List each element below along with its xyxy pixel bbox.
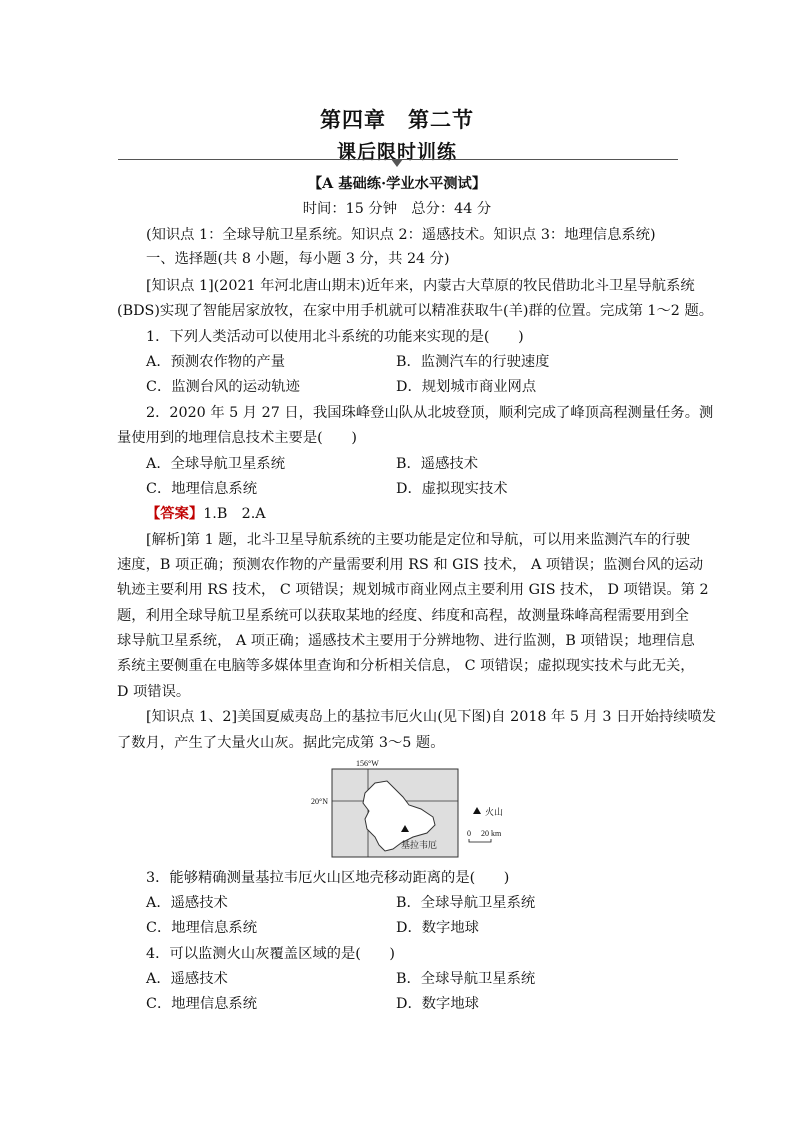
material-1-line-2: (BDS)实现了智能居家放牧，在家中用手机就可以精准获取牛(羊)群的位置。完成第 1～2 题。 bbox=[117, 303, 714, 319]
q1-option-b: B．监测汽车的行驶速度 bbox=[396, 354, 550, 370]
analysis-line-2: 速度，B 项正确；预测农作物的产量需要利用 RS 和 GIS 技术， A 项错误；监测台风的运动 bbox=[117, 557, 704, 573]
scale-bar bbox=[469, 839, 491, 842]
q4-option-d: D．数字地球 bbox=[396, 996, 479, 1012]
q2-option-d: D．虚拟现实技术 bbox=[396, 481, 508, 497]
kilauea-map bbox=[305, 757, 535, 859]
q4-option-c: C．地理信息系统 bbox=[146, 996, 258, 1012]
analysis-line-3: 轨迹主要利用 RS 技术， C 项错误；规划城市商业网点主要利用 GIS 技术， D 项错误。第 2 bbox=[117, 582, 709, 598]
latitude-label: 20°N bbox=[311, 797, 328, 806]
question-2-stem-line-1: 2．2020 年 5 月 27 日，我国珠峰登山队从北坡登顶，顺利完成了峰顶高程测量任务。测 bbox=[146, 405, 714, 421]
analysis-line-7: D 项错误。 bbox=[117, 684, 191, 700]
analysis-line-6: 系统主要侧重在电脑等多媒体里查询和分析相关信息， C 项错误；虚拟现实技术与此无关， bbox=[117, 658, 695, 674]
scale-zero-label: 0 bbox=[467, 829, 471, 838]
section-label: 【A 基础练·学业水平测试】 bbox=[307, 176, 487, 192]
chapter-title: 第四章 第二节 bbox=[320, 107, 474, 132]
material-2-line-1: [知识点 1、2]美国夏威夷岛上的基拉韦厄火山(见下图)自 2018 年 5 月 3 日开始持续喷发 bbox=[146, 709, 717, 725]
q3-option-a: A．遥感技术 bbox=[146, 895, 228, 911]
volcano-name-label: 基拉韦厄 bbox=[401, 841, 438, 851]
question-4-stem: 4．可以监测火山灰覆盖区域的是( ) bbox=[146, 946, 395, 962]
q3-option-c: C．地理信息系统 bbox=[146, 920, 258, 936]
material-1-line-1: [知识点 1](2021 年河北唐山期末)近年来，内蒙古大草原的牧民借助北斗卫星导航系统 bbox=[146, 278, 695, 294]
q2-option-a: A．全球导航卫星系统 bbox=[146, 456, 285, 472]
q1-option-d: D．规划城市商业网点 bbox=[396, 379, 537, 395]
scale-distance-label: 20 km bbox=[481, 829, 502, 838]
material-2-line-2: 了数月，产生了大量火山灰。据此完成第 3～5 题。 bbox=[117, 735, 445, 751]
divider-triangle-icon bbox=[391, 159, 403, 167]
analysis-line-5: 球导航卫星系统， A 项正确；遥感技术主要用于分辨地物、进行监测，B 项错误；地理信息 bbox=[117, 633, 695, 649]
q4-option-b: B．全球导航卫星系统 bbox=[396, 971, 536, 987]
knowledge-points: (知识点 1：全球导航卫星系统。知识点 2：遥感技术。知识点 3：地理信息系统) bbox=[146, 227, 656, 243]
answer-label: 【答案】 bbox=[146, 506, 204, 522]
q1-option-c: C．监测台风的运动轨迹 bbox=[146, 379, 300, 395]
q3-option-b: B．全球导航卫星系统 bbox=[396, 895, 536, 911]
q4-option-a: A．遥感技术 bbox=[146, 971, 228, 987]
q1-option-a: A．预测农作物的产量 bbox=[146, 354, 285, 370]
q3-option-d: D．数字地球 bbox=[396, 920, 479, 936]
legend-volcano-label: 火山 bbox=[485, 808, 504, 818]
answer-text: 1.B 2.A bbox=[203, 506, 266, 522]
answer-line bbox=[146, 504, 266, 524]
analysis-line-4: 题，利用全球导航卫星系统可以获取某地的经度、纬度和高程，故测量珠峰高程需要用到全 bbox=[117, 608, 689, 624]
q2-option-b: B．遥感技术 bbox=[396, 456, 478, 472]
time-info: 时间：15 分钟 总分：44 分 bbox=[302, 201, 492, 217]
page-subtitle: 课后限时训练 bbox=[336, 141, 457, 163]
legend-volcano-icon bbox=[473, 807, 481, 814]
q2-option-c: C．地理信息系统 bbox=[146, 481, 258, 497]
analysis-line-1: [解析]第 1 题，北斗卫星导航系统的主要功能是定位和导航，可以用来监测汽车的行驶 bbox=[146, 532, 691, 548]
question-2-stem-line-2: 量使用到的地理信息技术主要是( ) bbox=[117, 430, 357, 446]
question-1-stem: 1．下列人类活动可以使用北斗系统的功能来实现的是( ) bbox=[146, 329, 524, 345]
part-heading: 一、选择题(共 8 小题，每小题 3 分，共 24 分) bbox=[146, 251, 450, 267]
longitude-label: 156°W bbox=[356, 759, 379, 768]
question-3-stem: 3．能够精确测量基拉韦厄火山区地壳移动距离的是( ) bbox=[146, 870, 510, 886]
